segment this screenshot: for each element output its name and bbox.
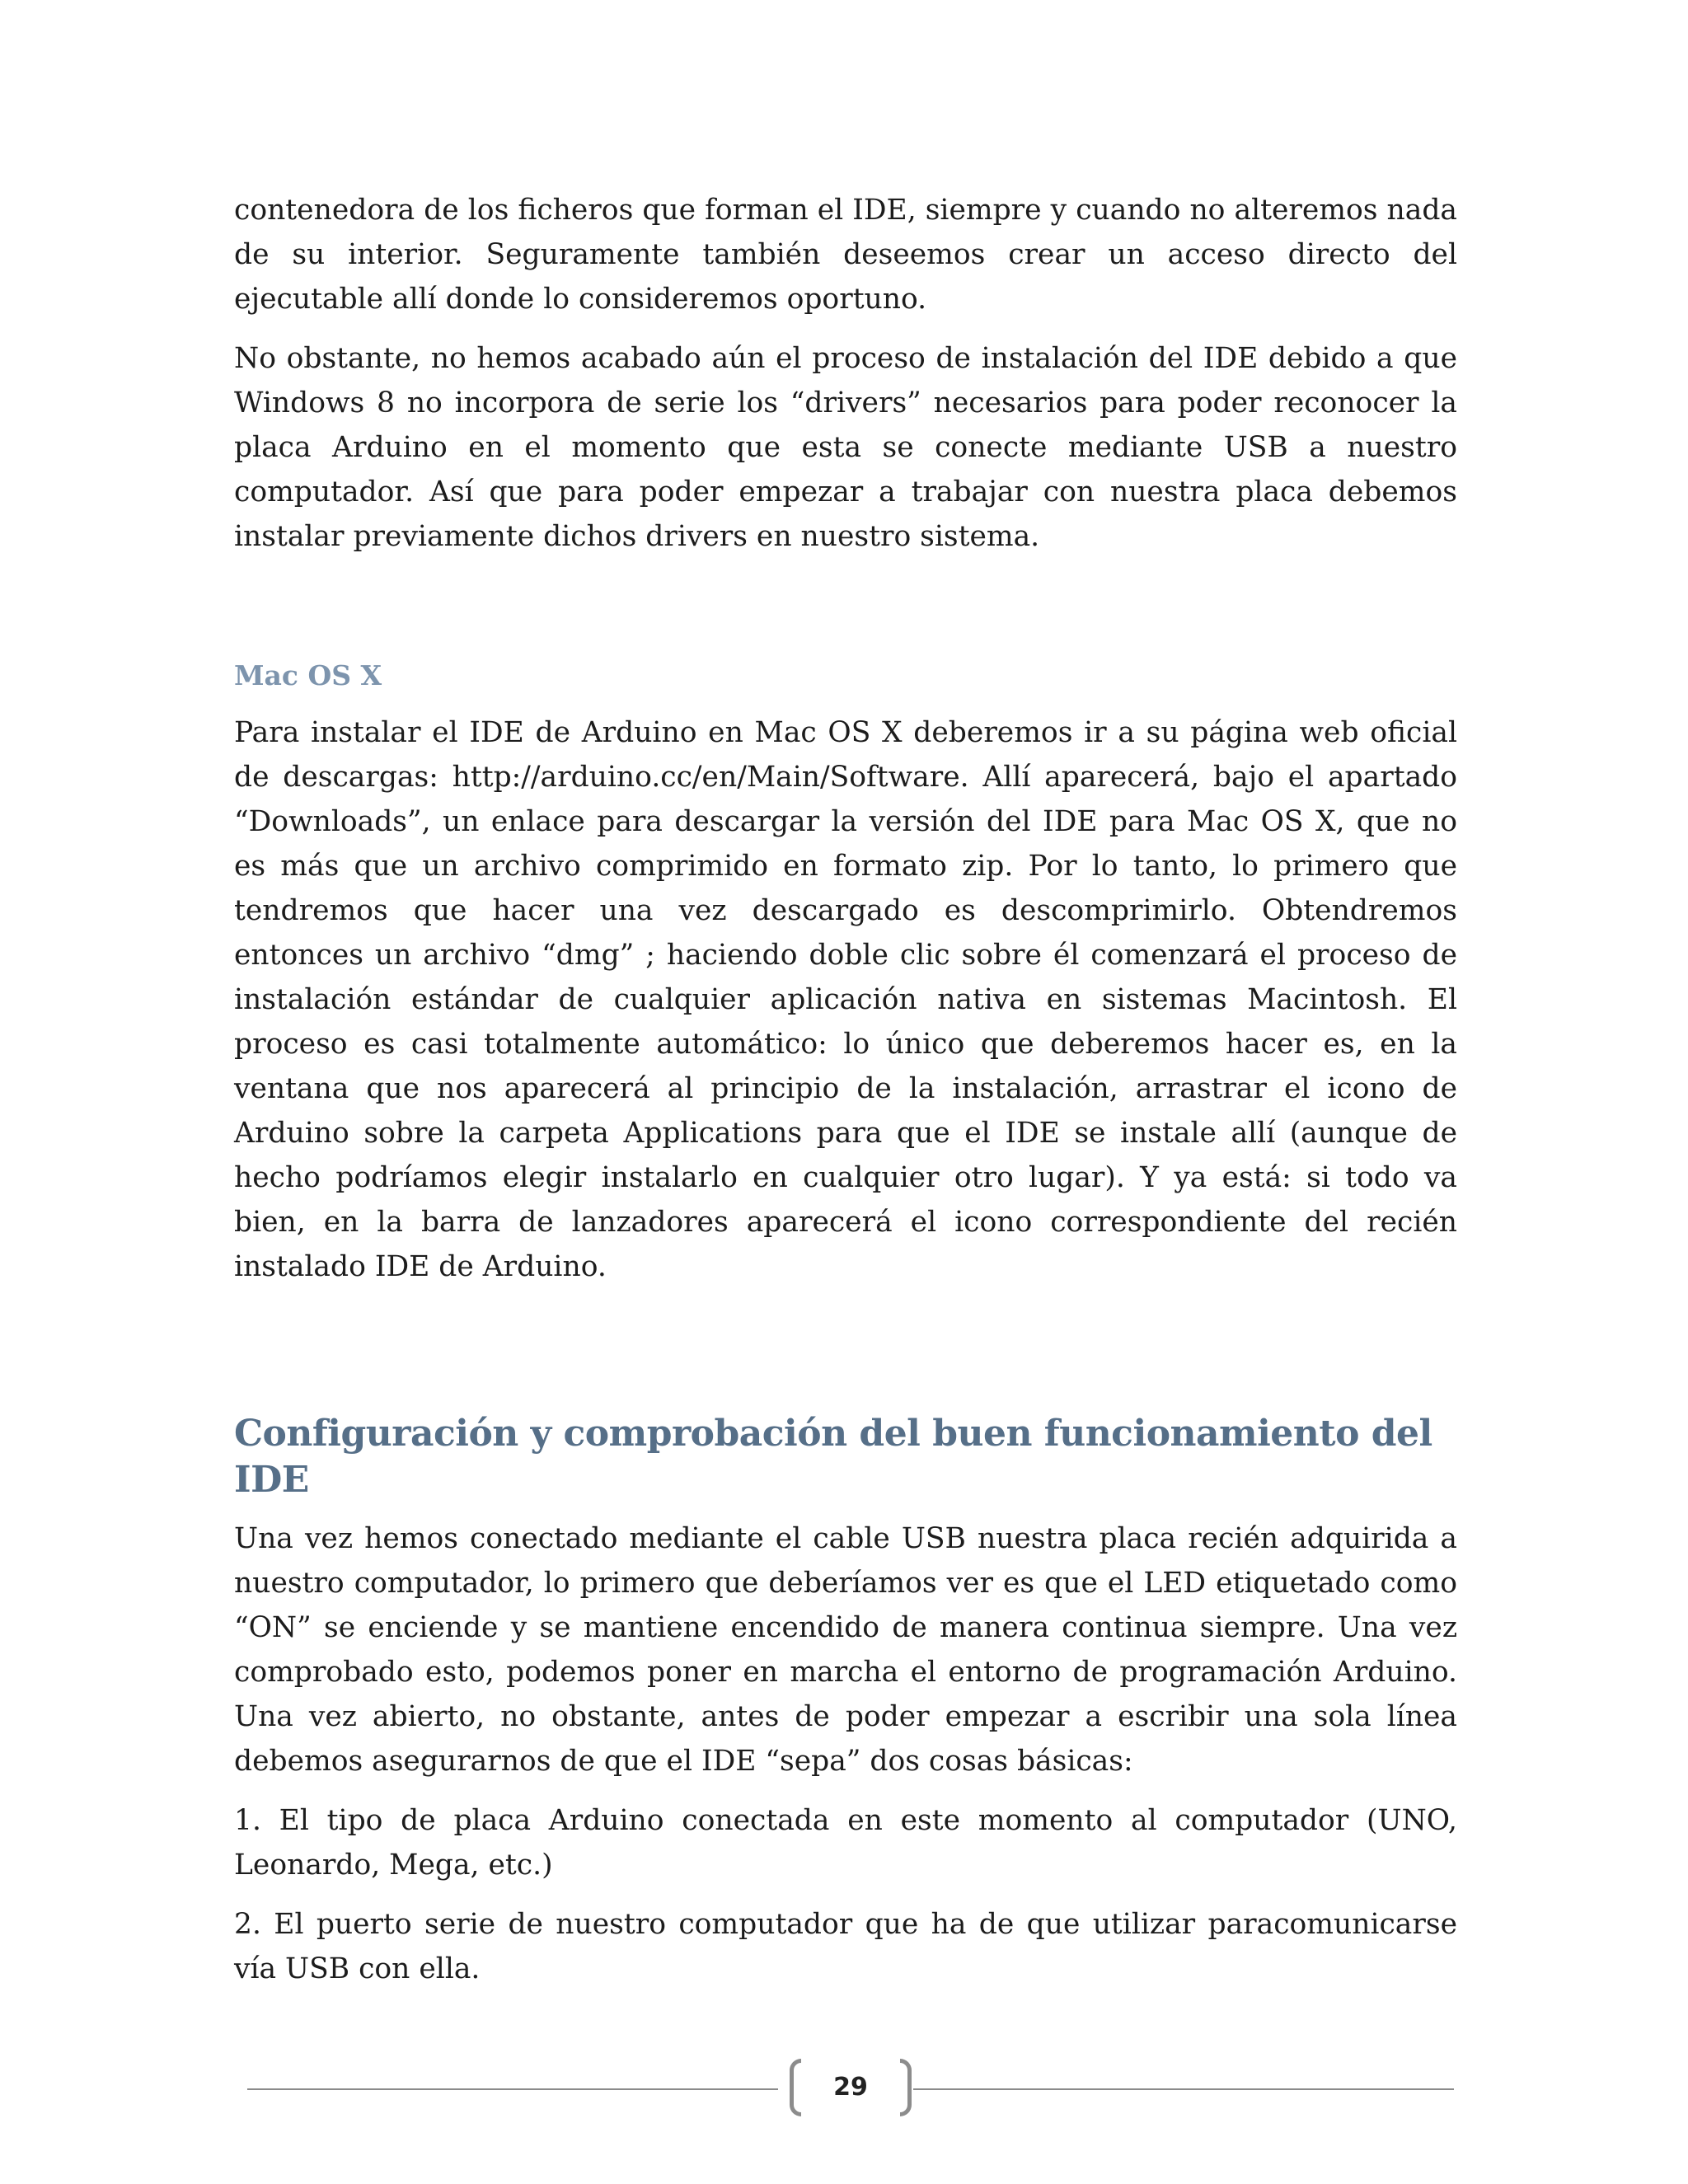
page-content: [234, 188, 1457, 2006]
list-item-board-type: 1. El tipo de placa Arduino conectada en este momento al computador (UNO, Leonardo, Mega, etc.): [234, 1804, 1457, 1882]
footer-rule-right: [913, 2088, 1454, 2090]
heading-configuracion: Configuración y comprobación del buen funcionamiento del IDE: [234, 1413, 1432, 1501]
page-number: 29: [833, 2073, 868, 2102]
paragraph-ide-folder: contenedora de los ficheros que forman el IDE, siempre y cuando no alteremos nada de su interior. Seguramente también deseemos crear un acceso directo del ejecutable allí donde lo consideremos oportuno.: [234, 194, 1457, 316]
paragraph-windows-drivers: No obstante, no hemos acabado aún el proceso de instalación del IDE debido a que Windows 8 no incorpora de serie los “drivers” necesarios para poder reconocer la placa Arduino en el momento que esta se conecte mediante USB a nuestro computador. Así que para poder empezar a trabajar con nuestra placa debemos instalar previamente dichos drivers en nuestro sistema.: [234, 342, 1457, 553]
close-bracket-icon: [900, 2059, 912, 2116]
footer-rule-left: [247, 2088, 778, 2090]
open-bracket-icon: [790, 2059, 801, 2116]
paragraph-mac-install: Para instalar el IDE de Arduino en Mac OS X deberemos ir a su página web oficial de descargas: http://arduino.cc/en/Main/Software. Allí aparecerá, bajo el apartado “Downloads”, un enlace para descargar la versión del IDE para Mac OS X, que no es más que un archivo comprimido en formato zip. Por lo tanto, lo primero que tendremos que hacer una vez descargado es descomprimirlo. Obtendremos entonces un archivo “dmg” ; haciendo doble clic sobre él comenzará el proceso de instalación estándar de cualquier aplicación nativa en sistemas Macintosh. El proceso es casi totalmente automático: lo único que deberemos hacer es, en la ventana que nos aparecerá al principio de la instalación, arrastrar el icono de Arduino sobre la carpeta Applications para que el IDE se instale allí (aunque de hecho podríamos elegir instalarlo en cualquier otro lugar). Y ya está: si todo va bien, en la barra de lanzadores aparecerá el icono correspondiente del recién instalado IDE de Arduino.: [234, 716, 1457, 1283]
paragraph-configuracion: Una vez hemos conectado mediante el cable USB nuestra placa recién adquirida a nuestro computador, lo primero que deberíamos ver es que el LED etiquetado como “ON” se enciende y se mantiene encendido de manera continua siempre. Una vez comprobado esto, podemos poner en marcha el entorno de programación Arduino. Una vez abierto, no obstante, antes de poder empezar a escribir una sola línea debemos asegurarnos de que el IDE “sepa” dos cosas básicas:: [234, 1522, 1457, 1778]
list-item-serial-port: 2. El puerto serie de nuestro computador que ha de que utilizar paracomunicarse vía USB con ella.: [234, 1908, 1457, 1985]
page-footer: [247, 2052, 1454, 2126]
heading-mac-os-x: Mac OS X: [234, 659, 382, 691]
